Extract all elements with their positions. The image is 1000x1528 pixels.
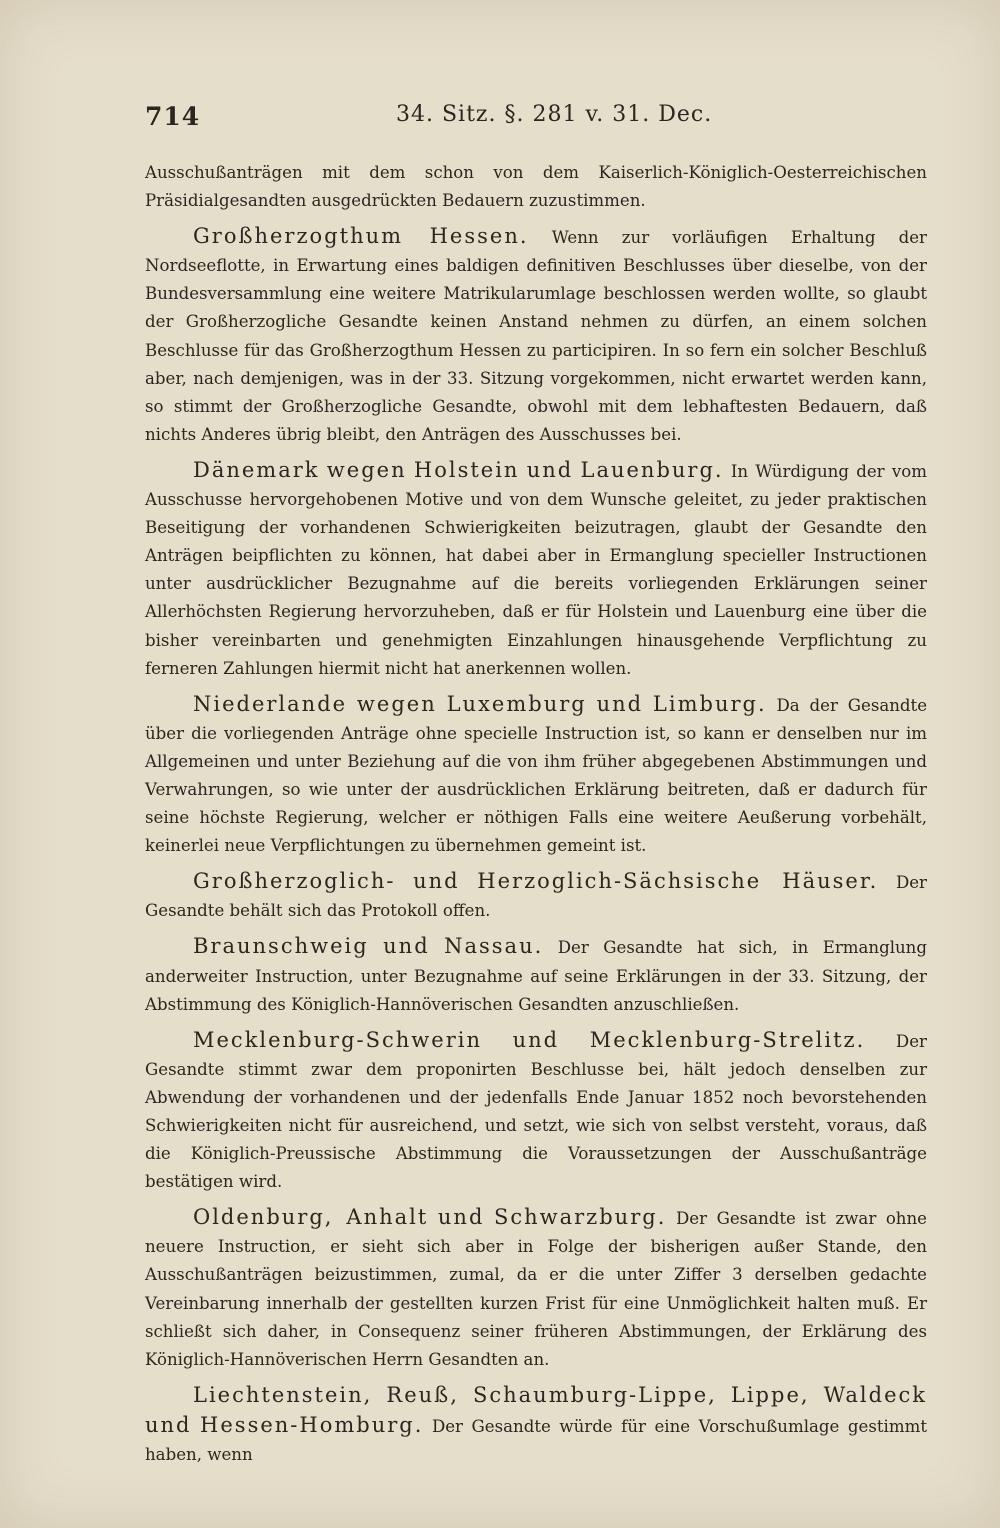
vote-text: Der Gesandte stimmt zwar dem proponirten Beschlusse bei, hält jedoch denselben zur Abwendung der vorhandenen und der jedenfalls Ende Januar 1852 noch bevorstehenden Schwierigkeiten nicht für ausreichend, und setzt, wie sich von selbst versteht, voraus, daß die Königlich-Preussische Abstimmung die Voraussetzungen der Ausschußanträge bestätigen wird. <box>145 1031 927 1192</box>
state-connector: und <box>526 457 574 482</box>
state-heading: Oldenburg, Anhalt <box>193 1205 429 1230</box>
paragraph-continuation: Ausschußanträgen mit dem schon von dem Kaiserlich-Königlich-Oesterreichischen Präsidialgesandten ausgedrückten Bedauern zuzustimmen. <box>145 163 927 211</box>
state-connector: wegen <box>356 691 437 716</box>
vote-entry-liechtenstein <box>145 1381 927 1469</box>
state-heading-c: Lauenburg. <box>580 457 724 482</box>
vote-text: Der Gesandte behält sich das Protokoll offen. <box>145 873 927 921</box>
page-header <box>140 100 930 140</box>
vote-entry-daenemark <box>145 456 927 683</box>
page-number: 714 <box>145 102 201 131</box>
vote-text: In Würdigung der vom Ausschusse hervorgehobenen Motive und von dem Wunsche geleitet, zu jeder praktischen Beseitigung der vorhandenen Schwierigkeiten beizutragen, glaubt der Gesandte den Anträgen beipflichten zu können, hat dabei aber in Ermanglung specieller Instructionen unter ausdrücklicher Bezugnahme auf die bereits vorliegenden Erklärungen seiner Allerhöchsten Regierung hervorzuheben, daß er für Holstein und Lauenburg eine über die bisher vereinbarten und genehmigten Einzahlungen hinausgehende Verpflichtung zu ferneren Zahlungen hiermit nicht hat anerkennen wollen. <box>145 461 927 678</box>
vote-entry-braunschweig-nassau <box>145 932 927 1018</box>
state-connector: und <box>383 934 430 959</box>
body-text <box>145 159 927 1476</box>
state-heading-b: Herzoglich-Sächsische Häuser. <box>477 869 879 894</box>
state-heading-b: Hessen-Homburg. <box>200 1412 424 1437</box>
state-connector: und <box>437 1205 485 1230</box>
vote-entry-niederlande <box>145 690 927 861</box>
state-connector: wegen <box>326 457 407 482</box>
state-heading: Großherzoglich- <box>193 869 396 894</box>
vote-entry-mecklenburg <box>145 1026 927 1197</box>
state-heading: Großherzogthum Hessen. <box>193 224 529 249</box>
state-heading: Liechtenstein, Reuß, Schaumburg-Lippe, Lippe, Waldeck <box>193 1382 927 1407</box>
state-connector: und <box>413 869 460 894</box>
state-heading-b: Holstein <box>413 457 520 482</box>
vote-text: Der Gesandte würde für eine Vorschußumlage gestimmt haben, wenn <box>145 1416 927 1465</box>
vote-text: Der Gesandte ist zwar ohne neuere Instruction, er sieht sich aber in Folge der bisherigen außer Stande, den Ausschußanträgen beizustimmen, zumal, da er die unter Ziffer 3 derselben gedachte Vereinbarung innerhalb der gestellten kurzen Frist für eine Unmöglichkeit halten muß. Er schließt sich daher, in Consequenz seiner früheren Abstimmungen, der Erklärung des Königlich-Hannöverischen Herrn Gesandten an. <box>145 1209 928 1369</box>
vote-entry-oldenburg <box>145 1203 927 1374</box>
vote-text: Der Gesandte hat sich, in Ermanglung anderweiter Instruction, unter Bezugnahme auf seine Erklärungen in der 33. Sitzung, der Abstimmung des Königlich-Hannöverischen Gesandten anzuschließen. <box>145 938 927 1014</box>
state-heading-c: Limburg. <box>652 691 767 716</box>
state-heading-b: Schwarzburg. <box>493 1205 667 1230</box>
state-connector: und <box>512 1027 560 1052</box>
running-head: 34. Sitz. §. 281 v. 31. Dec. <box>396 102 713 127</box>
vote-entry-hessen <box>145 222 927 449</box>
vote-text: Wenn zur vorläufigen Erhaltung der Nordseeflotte, in Erwartung eines baldigen definitiven Beschlusses über dieselbe, von der Bundesversammlung eine weitere Matrikularumlage beschlossen werden wollte, so glaubt der Großherzogliche Gesandte keinen Anstand nehmen zu dürfen, an einem solchen Beschlusse für das Großherzogthum Hessen zu participiren. In so fern ein solcher Beschluß aber, nach demjenigen, was in der 33. Sitzung vorgekommen, nicht erwartet werden kann, so stimmt der Großherzogliche Gesandte, obwohl mit dem lebhaftesten Bedauern, daß nichts Anderes übrig bleibt, den Anträgen des Ausschusses bei. <box>145 228 927 444</box>
state-heading-b: Nassau. <box>444 934 544 959</box>
vote-entry-saechsische-haeuser <box>145 867 927 925</box>
state-heading: Mecklenburg-Schwerin <box>193 1027 482 1052</box>
state-connector: und <box>596 691 644 716</box>
state-heading-b: Mecklenburg-Strelitz. <box>589 1027 866 1052</box>
state-connector: und <box>145 1412 192 1437</box>
state-heading: Dänemark <box>193 457 320 482</box>
state-heading-b: Luxemburg <box>446 691 587 716</box>
state-heading: Braunschweig <box>193 934 369 959</box>
vote-text: Da der Gesandte über die vorliegenden Anträge ohne specielle Instruction ist, so kann er denselben nur im Allgemeinen und unter Beziehung auf die von ihm früher abgegebenen Abstimmungen und Verwahrungen, so wie unter der ausdrücklichen Erklärung beitreten, daß er dadurch für seine höchste Regierung, welcher er nöthigen Falls eine weitere Aeußerung vorbehält, keinerlei neue Verpflichtungen zu übernehmen gemeint ist. <box>145 695 928 856</box>
state-heading: Niederlande <box>193 691 348 716</box>
